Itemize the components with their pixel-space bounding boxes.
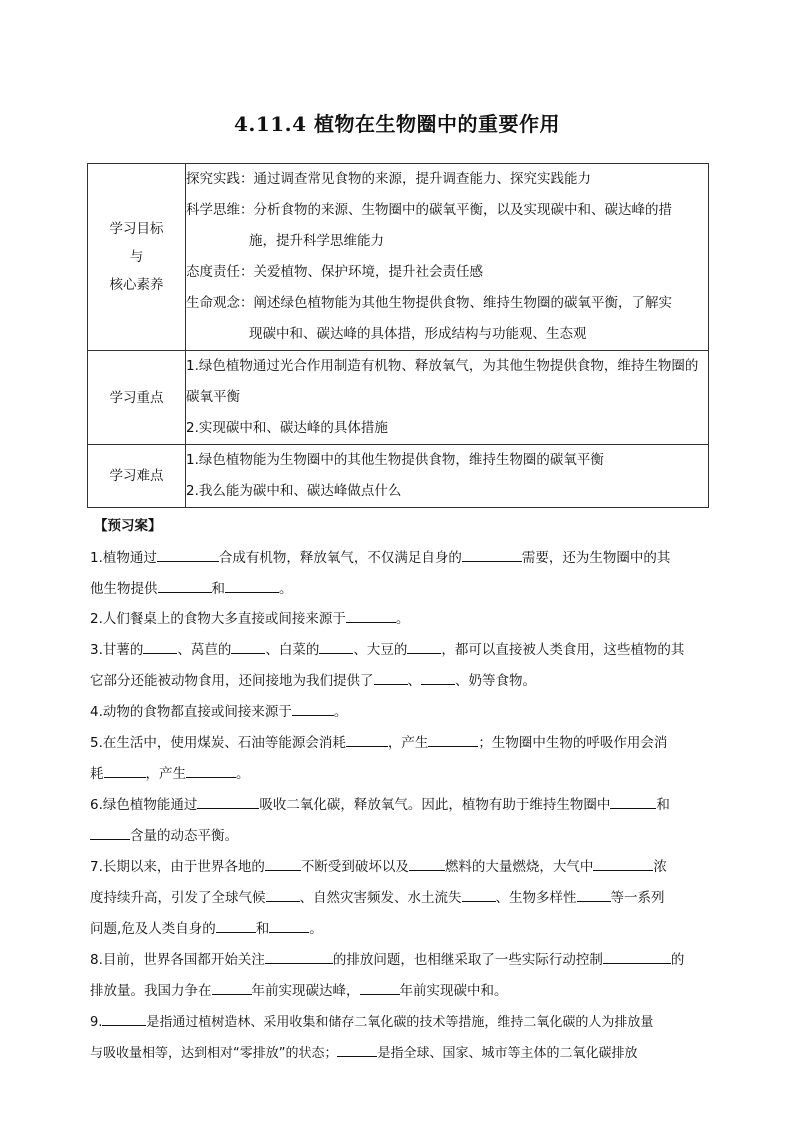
question-text: 浓 <box>653 859 667 875</box>
question-6 <box>90 790 710 852</box>
answer-blank[interactable] <box>603 949 671 964</box>
key-point-item: 1.绿色植物通过光合作用制造有机物、释放氧气，为其他生物提供食物，维持生物圈的碳氧平衡 <box>186 358 699 405</box>
question-line <box>90 666 710 697</box>
answer-blank[interactable] <box>269 918 309 933</box>
answer-blank[interactable] <box>231 639 265 654</box>
answer-blank[interactable] <box>374 670 408 685</box>
question-text: 和 <box>656 797 670 813</box>
answer-blank[interactable] <box>104 763 146 778</box>
question-line <box>90 1038 710 1069</box>
question-text: 、大豆的 <box>353 642 408 658</box>
objective-item: 科学思维：分析食物的来源、生物圈中的碳氧平衡，以及实现碳中和、碳达峰的措 <box>186 202 672 218</box>
objectives-label-line: 学习目标 <box>109 221 164 237</box>
question-text: 问题,危及人类自身的 <box>90 921 216 937</box>
question-text: 。 <box>279 581 293 597</box>
question-text: 4.动物的食物都直接或间接来源于 <box>90 704 292 720</box>
difficulties-content <box>186 445 709 508</box>
question-text: 的 <box>670 952 685 968</box>
answer-blank[interactable] <box>337 1042 377 1057</box>
answer-blank[interactable] <box>421 670 455 685</box>
question-line <box>90 574 710 605</box>
question-text: 和 <box>211 581 225 597</box>
answer-blank[interactable] <box>265 856 301 871</box>
key-point-item: 2.实现碳中和、碳达峰的具体措施 <box>186 420 388 436</box>
question-text: 1.植物通过 <box>90 550 157 566</box>
difficulty-item: 1.绿色植物能为生物圈中的其他生物提供食物，维持生物圈的碳氧平衡 <box>186 452 604 468</box>
question-text: 它部分还能被动物食用，还间接地为我们提供了 <box>90 673 374 689</box>
question-text: 等一系列 <box>610 890 665 906</box>
question-text: ；生物圈中生物的呼吸作用会消 <box>478 735 668 751</box>
question-text: 、自然灾害频发、水土流失 <box>299 890 462 906</box>
question-text: 合成有机物，释放氧气，不仅满足自身的 <box>218 550 462 566</box>
question-text: 燃料的大量燃烧，大气中 <box>444 859 594 875</box>
question-text: 、生物多样性 <box>495 890 577 906</box>
question-text: 、奶等食物。 <box>455 673 536 689</box>
question-text: 9. <box>90 1015 103 1030</box>
question-text: 年前实现碳中和。 <box>399 983 508 999</box>
answer-blank[interactable] <box>346 732 388 747</box>
answer-blank[interactable] <box>265 949 333 964</box>
question-text: 3.甘薯的 <box>90 642 144 658</box>
question-text: 需要，还为生物圈中的其 <box>521 550 671 566</box>
question-text: 年前实现碳达峰， <box>251 983 360 999</box>
objectives-row <box>88 164 709 351</box>
question-text: 。 <box>395 611 410 627</box>
answer-blank[interactable] <box>593 856 653 871</box>
answer-blank[interactable] <box>216 918 256 933</box>
question-text: 2.人们餐桌上的食物大多直接或间接来源于 <box>90 611 346 627</box>
objective-item: 生命观念：阐述绿色植物能为其他生物提供食物、维持生物圈的碳氧平衡，了解实 <box>186 295 672 311</box>
objectives-content <box>186 164 709 351</box>
question-text: 。 <box>236 766 250 782</box>
answer-blank[interactable] <box>186 763 236 778</box>
question-text: 。 <box>333 704 348 720</box>
question-2 <box>90 604 710 635</box>
question-text: ，产生 <box>145 766 186 782</box>
page-title: 4.11.4 植物在生物圈中的重要作用 <box>233 112 561 136</box>
question-text: 8.目前，世界各国都开始关注 <box>90 952 265 968</box>
key-points-label: 学习重点 <box>88 351 186 445</box>
answer-blank[interactable] <box>292 701 334 716</box>
question-text: 含量的动态平衡。 <box>130 828 238 844</box>
answer-blank[interactable] <box>462 887 496 902</box>
question-text: 与吸收量相等，达到相对“零排放”的状态； <box>90 1046 338 1061</box>
objectives-table <box>87 163 709 508</box>
objective-item-cont: 施，提升科学思维能力 <box>249 233 384 249</box>
answer-blank[interactable] <box>319 639 353 654</box>
answer-blank[interactable] <box>90 825 130 840</box>
difficulties-label: 学习难点 <box>88 445 186 508</box>
answer-blank[interactable] <box>212 980 252 995</box>
question-line <box>90 945 710 976</box>
answer-blank[interactable] <box>346 608 396 623</box>
question-text: ，产生 <box>387 735 429 751</box>
question-text: 他生物提供 <box>90 581 158 597</box>
answer-blank[interactable] <box>266 887 300 902</box>
question-8 <box>90 945 710 1007</box>
question-text: 吸收二氧化碳，释放氧气。因此，植物有助于维持生物圈中 <box>259 797 611 813</box>
question-line <box>90 883 710 914</box>
question-text: 度持续升高，引发了全球气候 <box>90 890 266 906</box>
question-text: 、白菜的 <box>265 642 320 658</box>
question-line <box>90 1007 710 1038</box>
answer-blank[interactable] <box>428 732 478 747</box>
question-3 <box>90 635 710 697</box>
question-4 <box>90 697 710 728</box>
difficulty-item: 2.我么能为碳中和、碳达峰做点什么 <box>186 483 402 499</box>
question-text: 5.在生活中，使用煤炭、石油等能源会消耗 <box>90 735 346 751</box>
objectives-label-line: 核心素养 <box>109 277 164 293</box>
answer-blank[interactable] <box>409 856 445 871</box>
answer-blank[interactable] <box>197 794 259 809</box>
answer-blank[interactable] <box>157 547 219 562</box>
question-line <box>90 821 710 852</box>
question-text: 和 <box>255 921 270 937</box>
answer-blank[interactable] <box>102 1011 146 1026</box>
key-points-content <box>186 351 709 445</box>
question-text: 7.长期以来，由于世界各地的 <box>90 859 265 875</box>
question-text: 不断受到破坏以及 <box>300 859 409 875</box>
answer-blank[interactable] <box>225 578 279 593</box>
question-text: 是指通过植树造林、采用收集和储存二氧化碳的技术等措施，维持二氧化碳的人为排放量 <box>146 1015 654 1030</box>
answer-blank[interactable] <box>158 578 212 593</box>
objective-item: 态度责任：关爱植物、保护环境，提升社会责任感 <box>186 264 483 280</box>
question-line <box>90 852 710 883</box>
question-line <box>90 790 710 821</box>
question-text: 6.绿色植物能通过 <box>90 797 198 813</box>
answer-blank[interactable] <box>143 639 177 654</box>
question-9 <box>90 1007 710 1069</box>
question-line <box>90 635 710 666</box>
objectives-label <box>88 164 186 351</box>
answer-blank[interactable] <box>577 887 611 902</box>
question-line <box>90 697 710 728</box>
question-text: 、 <box>407 673 421 689</box>
question-text: 排放量。我国力争在 <box>90 983 212 999</box>
question-text: 的排放问题，也相继采取了一些实际行动控制 <box>332 952 603 968</box>
answer-blank[interactable] <box>610 794 656 809</box>
question-text: 。 <box>309 921 323 937</box>
question-line <box>90 914 710 945</box>
question-line <box>90 976 710 1007</box>
answer-blank[interactable] <box>407 639 441 654</box>
question-text: 、莴苣的 <box>177 642 232 658</box>
question-1 <box>90 543 710 605</box>
preview-heading: 【预习案】 <box>94 518 162 534</box>
question-line <box>90 728 710 759</box>
question-line <box>90 604 710 635</box>
objective-item-cont: 现碳中和、碳达峰的具体措，形成结构与功能观、生态观 <box>249 326 587 342</box>
question-text: ，都可以直接被人类食用，这些植物的其 <box>441 642 685 658</box>
question-5 <box>90 728 710 790</box>
answer-blank[interactable] <box>360 980 400 995</box>
question-line <box>90 759 710 790</box>
question-text: 是指全球、国家、城市等主体的二氧化碳排放 <box>377 1046 638 1061</box>
objectives-label-line: 与 <box>129 249 144 265</box>
difficulties-row <box>88 445 709 508</box>
key-points-row <box>88 351 709 445</box>
objective-item: 探究实践：通过调查常见食物的来源，提升调查能力、探究实践能力 <box>186 171 591 187</box>
question-text: 耗 <box>90 766 104 782</box>
question-line <box>90 543 710 574</box>
question-7 <box>90 852 710 945</box>
answer-blank[interactable] <box>462 547 522 562</box>
